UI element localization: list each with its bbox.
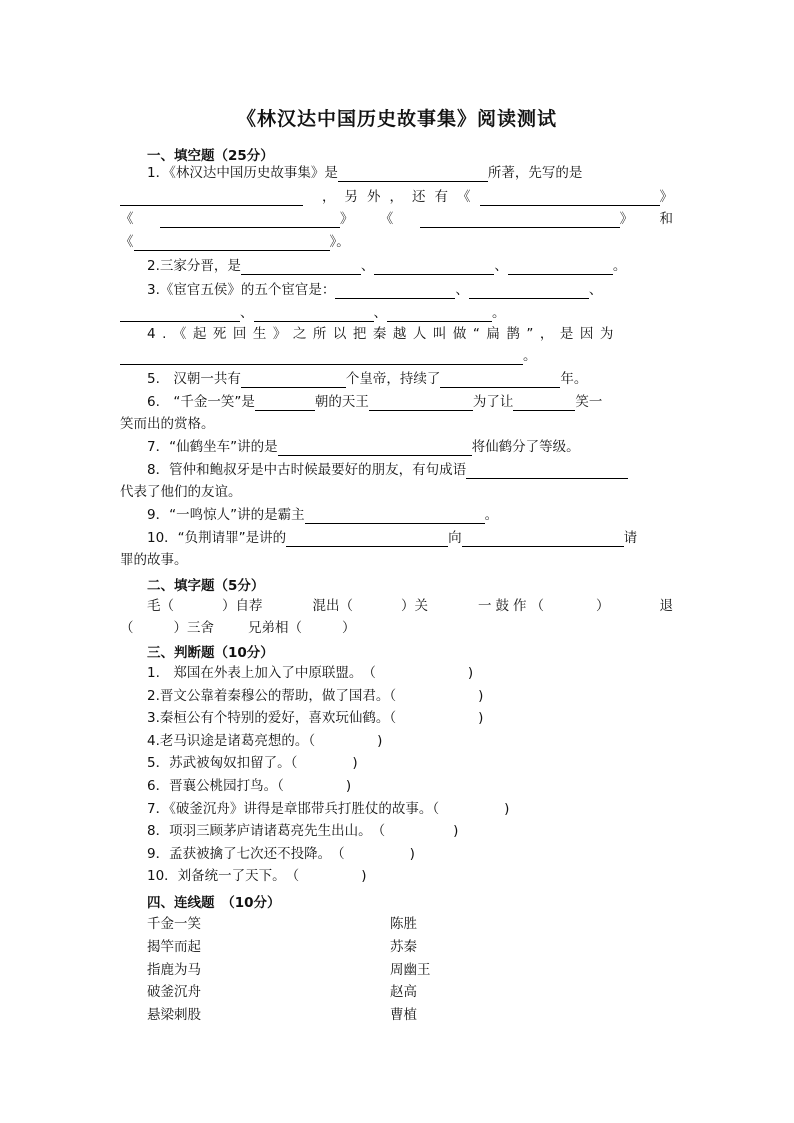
q6-text-c: 为了让 [472, 394, 514, 410]
q6-line-2 [120, 413, 673, 433]
fill-word-2-open: 混出（ [312, 598, 353, 614]
q3-line-2 [120, 302, 673, 322]
q2-line [147, 255, 673, 275]
q1-text-j: 《 [120, 234, 134, 250]
q1-blank-author[interactable] [338, 166, 488, 182]
q10-text-a: 10．“负荆请罪”是讲的 [147, 530, 287, 546]
q1-blank-book-4[interactable] [134, 235, 330, 251]
match-left-item[interactable]: 揭竿而起 [147, 938, 201, 955]
q2-blank-1[interactable] [241, 259, 361, 275]
q1-blank-book-1[interactable] [480, 190, 660, 206]
q4-end: 。 [523, 348, 537, 364]
q10-blank-2[interactable] [462, 531, 624, 547]
q4-line-1 [147, 323, 673, 343]
q5-line [147, 368, 673, 388]
q3-line-1 [147, 279, 673, 299]
fill-word-5-open: 兄弟相（ [248, 620, 302, 636]
q6-blank-3[interactable] [513, 395, 575, 411]
q3-blank-3[interactable] [120, 306, 240, 322]
q6-blank-1[interactable] [255, 395, 315, 411]
judge-item-text: 7．《破釜沉舟》讲得是章邯带兵打胜仗的故事。（ [147, 800, 440, 817]
q1-blank-first[interactable] [120, 190, 303, 206]
q1-line-1 [147, 162, 673, 182]
fill-word-3-open: 一鼓作（ [478, 598, 548, 614]
judge-item-text: 8．项羽三顾茅庐请诸葛亮先生出山。 （ [147, 823, 386, 840]
page-title: 《林汉达中国历史故事集》阅读测试 [236, 108, 557, 130]
q9-blank[interactable] [305, 508, 485, 524]
q1-text-a: 1．《林汉达中国历史故事集》是 [147, 165, 338, 181]
q10-text-d: 罪的故事。 [120, 552, 188, 568]
q6-line-1 [147, 391, 673, 411]
q4-text-a: 4.《起死回生》之所以把秦越人叫做“扁鹊”，是因为 [147, 326, 620, 342]
q10-blank-1[interactable] [286, 531, 448, 547]
q1-blank-book-2[interactable] [160, 212, 340, 228]
match-left-item[interactable]: 悬梁刺股 [147, 1007, 201, 1024]
q6-blank-2[interactable] [369, 395, 473, 411]
q7-line [147, 436, 673, 456]
judge-close-paren: ) [504, 800, 510, 817]
q5-text-a: 5. 汉朝一共有 [147, 371, 241, 387]
q10-line-2 [120, 549, 673, 569]
q5-blank-1[interactable] [241, 372, 346, 388]
q8-blank[interactable] [466, 463, 628, 479]
q9-line [147, 504, 673, 524]
q1-text-e: 《 [120, 211, 134, 227]
q1-text-k: 》。 [329, 234, 350, 250]
q3-blank-1[interactable] [335, 283, 455, 299]
judge-item-text: 2.晋文公靠着秦穆公的帮助，做了国君。（ [147, 687, 397, 704]
judge-item [147, 662, 673, 682]
judge-close-paren: ) [377, 732, 383, 749]
match-left-item[interactable]: 指鹿为马 [147, 961, 201, 978]
q3-end: 。 [492, 305, 506, 321]
judge-item [147, 752, 673, 772]
q4-blank[interactable] [120, 349, 523, 365]
section-2-heading: 二、填字题（5分） [147, 578, 265, 594]
q1-text-f: 》 [339, 211, 354, 227]
judge-item-text: 1. 郑国在外表上加入了中原联盟。 （ [147, 665, 376, 681]
fill-word-2-close: ）关 [401, 598, 428, 614]
q8-line-1 [147, 459, 673, 479]
fill-word-line-2 [120, 617, 673, 637]
judge-close-paren: ) [478, 710, 484, 727]
q1-text-b: 所著，先写的是 [487, 165, 583, 181]
judge-item-text: 3.秦桓公有个特别的爱好，喜欢玩仙鹤。（ [147, 710, 397, 727]
q1-line-4 [120, 231, 673, 251]
q9-text-a: 9．“一鸣惊人”讲的是霸主 [147, 507, 305, 523]
fill-word-4-start: 退 [659, 598, 673, 614]
q8-text-a: 8．管仲和鲍叔牙是中古时候最要好的朋友，有句成语 [147, 462, 467, 478]
judge-item [147, 707, 673, 727]
match-right-item[interactable]: 赵高 [390, 984, 417, 1001]
q5-text-c: 年。 [560, 371, 588, 387]
fill-word-1-close: ）自荐 [222, 598, 263, 614]
judge-close-paren: ) [352, 755, 358, 772]
judge-item-text: 4.老马识途是诸葛亮想的。（ [147, 732, 316, 749]
q3-sep-4: 、 [373, 305, 387, 321]
q5-blank-2[interactable] [440, 372, 560, 388]
judge-item-text: 5．苏武被匈奴扣留了。（ [147, 755, 298, 772]
q6-text-b: 朝的天王 [314, 394, 369, 410]
judge-item [147, 820, 673, 840]
judge-close-paren: ) [361, 868, 367, 885]
q5-text-b: 个皇帝，持续了 [345, 371, 441, 387]
q1-text-d: 》 [659, 189, 673, 205]
q10-text-b: 向 [448, 530, 462, 546]
section-4-heading: 四、连线题 （10分） [147, 895, 281, 911]
match-right-item[interactable]: 陈胜 [390, 916, 417, 932]
q6-text-a: 6. “千金一笑”是 [147, 394, 255, 410]
match-right-item[interactable]: 苏秦 [390, 938, 417, 955]
q10-text-c: 请 [623, 530, 638, 546]
q1-text-h: 》 [619, 211, 634, 227]
judge-close-paren: ) [409, 845, 415, 862]
q8-text-b: 代表了他们的友谊。 [120, 484, 242, 500]
section-1-heading: 一、填空题（25分） [147, 148, 274, 164]
judge-item [147, 775, 673, 795]
fill-word-5-close: ） [342, 620, 356, 636]
q6-text-d: 笑一 [575, 394, 603, 410]
judge-item [147, 865, 673, 885]
q8-line-2 [120, 481, 673, 501]
q2-sep-2: 、 [494, 258, 508, 274]
fill-word-4-close: ）三舍 [173, 620, 214, 636]
q6-text-e: 笑而出的赏格。 [120, 416, 215, 432]
q1-line-2 [120, 186, 673, 206]
section-3-heading: 三、判断题（10分） [147, 645, 274, 661]
q7-text-a: 7．“仙鹤坐车”讲的是 [147, 439, 278, 455]
q2-end: 。 [612, 258, 627, 274]
match-left-item[interactable]: 千金一笑 [147, 916, 201, 932]
q1-text-c: ，另外，还有《 [322, 189, 480, 205]
judge-item [147, 843, 673, 863]
fill-word-1-open: 毛（ [147, 598, 174, 614]
q7-blank[interactable] [278, 440, 472, 456]
q3-blank-4[interactable] [254, 306, 374, 322]
q3-sep-1: 、 [455, 282, 469, 298]
judge-item-text: 9．孟获被擒了七次还不投降。 （ [147, 845, 345, 862]
judge-item [147, 798, 673, 818]
judge-close-paren: ) [478, 687, 484, 704]
q10-line-1 [147, 527, 673, 547]
q1-text-g: 《 [379, 211, 394, 227]
q2-text-a: 2.三家分晋，是 [147, 258, 241, 274]
judge-item-text: 10．刘备统一了天下。 （ [147, 868, 300, 885]
fill-word-3-close: ） [596, 598, 610, 614]
q3-text-a: 3.《宦官五侯》的五个宦官是： [147, 282, 336, 298]
q9-end: 。 [484, 507, 499, 523]
judge-item [147, 685, 673, 705]
match-left-item[interactable]: 破釜沉舟 [147, 984, 201, 1001]
q7-text-b: 将仙鹤分了等级。 [471, 439, 580, 455]
judge-close-paren: ) [453, 823, 459, 840]
judge-close-paren: ) [345, 778, 352, 794]
q3-sep-3: 、 [240, 305, 254, 321]
q3-blank-2[interactable] [469, 283, 589, 299]
judge-item [147, 730, 673, 750]
q2-blank-3[interactable] [508, 259, 613, 275]
q1-line-3 [120, 208, 673, 228]
q4-line-2 [120, 345, 673, 365]
judge-item-text: 6．晋襄公桃园打鸟。（ [147, 778, 284, 794]
fill-word-line-1 [147, 595, 673, 615]
q1-text-i: 和 [659, 211, 673, 227]
q2-sep-1: 、 [360, 258, 375, 274]
q2-blank-2[interactable] [374, 259, 494, 275]
q3-sep-2: 、 [588, 282, 603, 298]
judge-close-paren: ) [467, 665, 474, 681]
q1-blank-book-3[interactable] [420, 212, 620, 228]
match-right-item[interactable]: 周幽王 [390, 961, 431, 978]
match-right-item[interactable]: 曹植 [390, 1007, 417, 1024]
q3-blank-5[interactable] [387, 306, 492, 322]
fill-word-4-open: （ [120, 620, 134, 636]
